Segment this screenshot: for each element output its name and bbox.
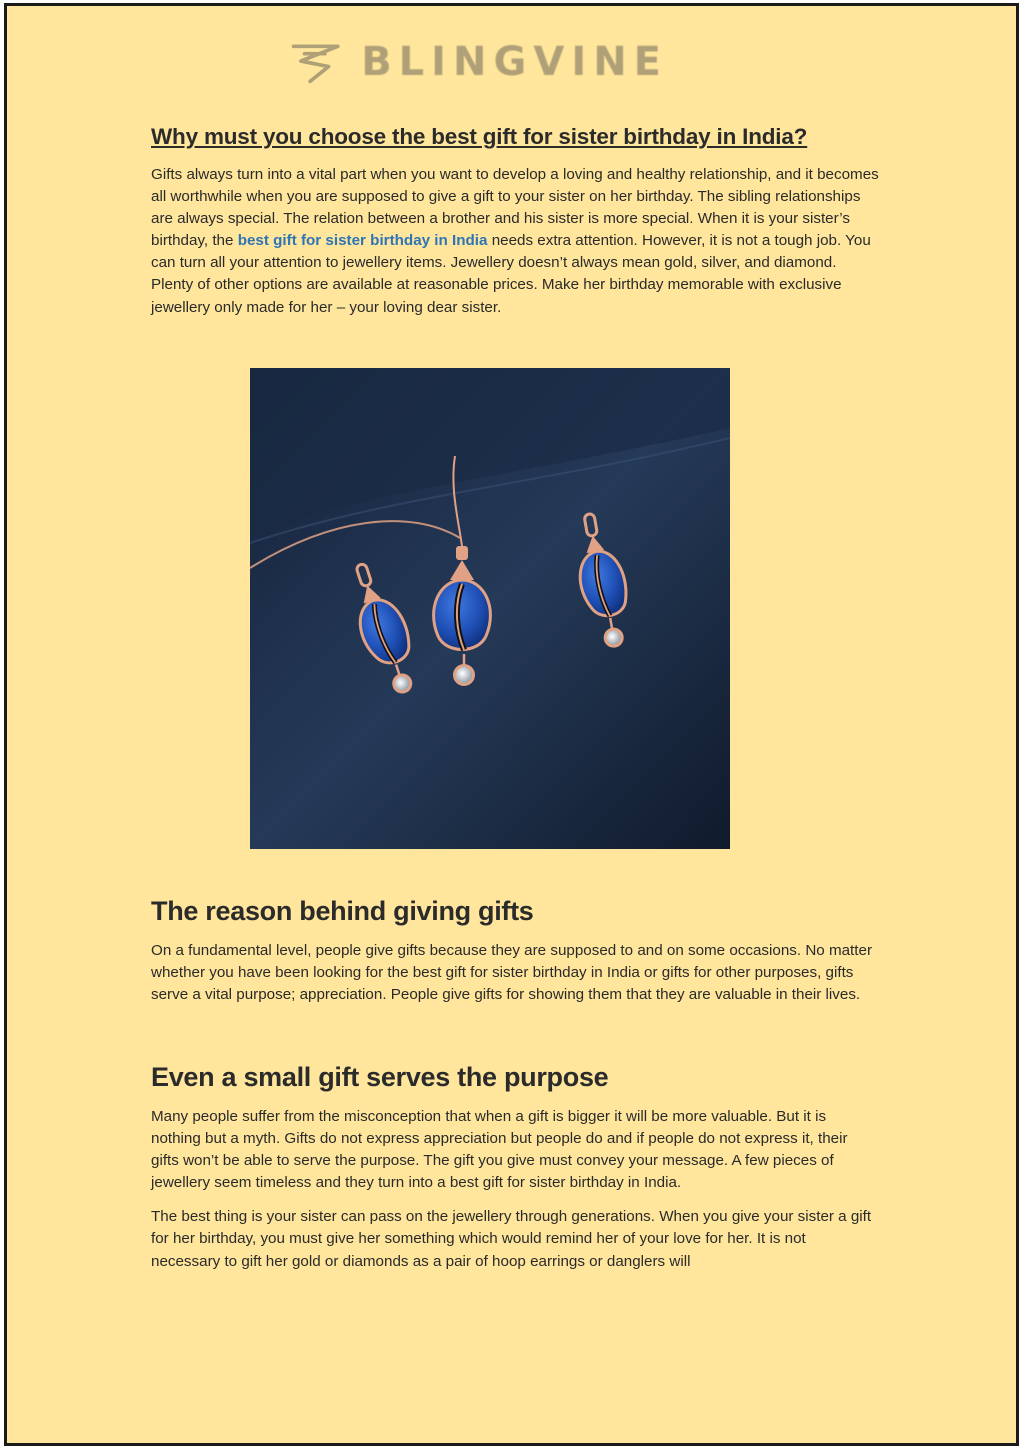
section-paragraph: Many people suffer from the misconception that when a gift is bigger it will be more valuable. But it is nothing but a myth. Gifts do not express appreciation but people do and if people do not express it, their gifts won’t be able to serve the purpose. The gift you give must convey your message. A few pieces of jewellery seem timeless and they turn into a best gift for sister birthday in India. (151, 1108, 848, 1192)
section-heading: The reason behind giving gifts (151, 896, 534, 926)
best-gift-link[interactable]: best gift for sister birthday in India (237, 232, 488, 250)
intro-text-after-link: needs extra attention. However, it is not a tough job. You can turn all your attention to jewellery items. Jewellery doesn’t always mean gold, silver, and diamond. Plenty of other options are available at reasonable prices. Make her birthday memorable with exclusive jewellery only made for her – your loving dear sister. (151, 232, 871, 316)
vine-chevron-logo-icon (288, 37, 345, 87)
jewellery-photo (250, 368, 730, 849)
section-reason-behind-gifts (151, 896, 879, 1006)
section-heading: Even a small gift serves the purpose (151, 1062, 609, 1092)
section-paragraph: The best thing is your sister can pass on the jewellery through generations. When you give your sister a gift for her birthday, you must give her something which would remind her of your love for her. It is not necessary to gift her gold or diamonds as a pair of hoop earrings or danglers will (151, 1208, 872, 1270)
section-small-gift (151, 1062, 879, 1273)
intro-text-before-link: Gifts always turn into a vital part when you want to develop a loving and healthy relationship, and it becomes all worthwhile when you are supposed to give a gift to your sister on her birthday. The sibling relationships are always special. The relation between a brother and his sister is more special. When it is your sister’s birthday, the (151, 166, 879, 250)
intro-paragraph (151, 164, 879, 319)
article-title: Why must you choose the best gift for sister birthday in India? (151, 124, 808, 149)
brand-logo[interactable] (288, 36, 668, 88)
intro-section (151, 124, 879, 319)
brand-name: BLINGVINE (361, 39, 668, 85)
section-paragraph: On a fundamental level, people give gifts because they are supposed to and on some occasions. No matter whether you have been looking for the best gift for sister birthday in India or gifts for other purposes, gifts serve a vital purpose; appreciation. People give gifts for showing them that they are valuable in their lives. (151, 942, 872, 1004)
